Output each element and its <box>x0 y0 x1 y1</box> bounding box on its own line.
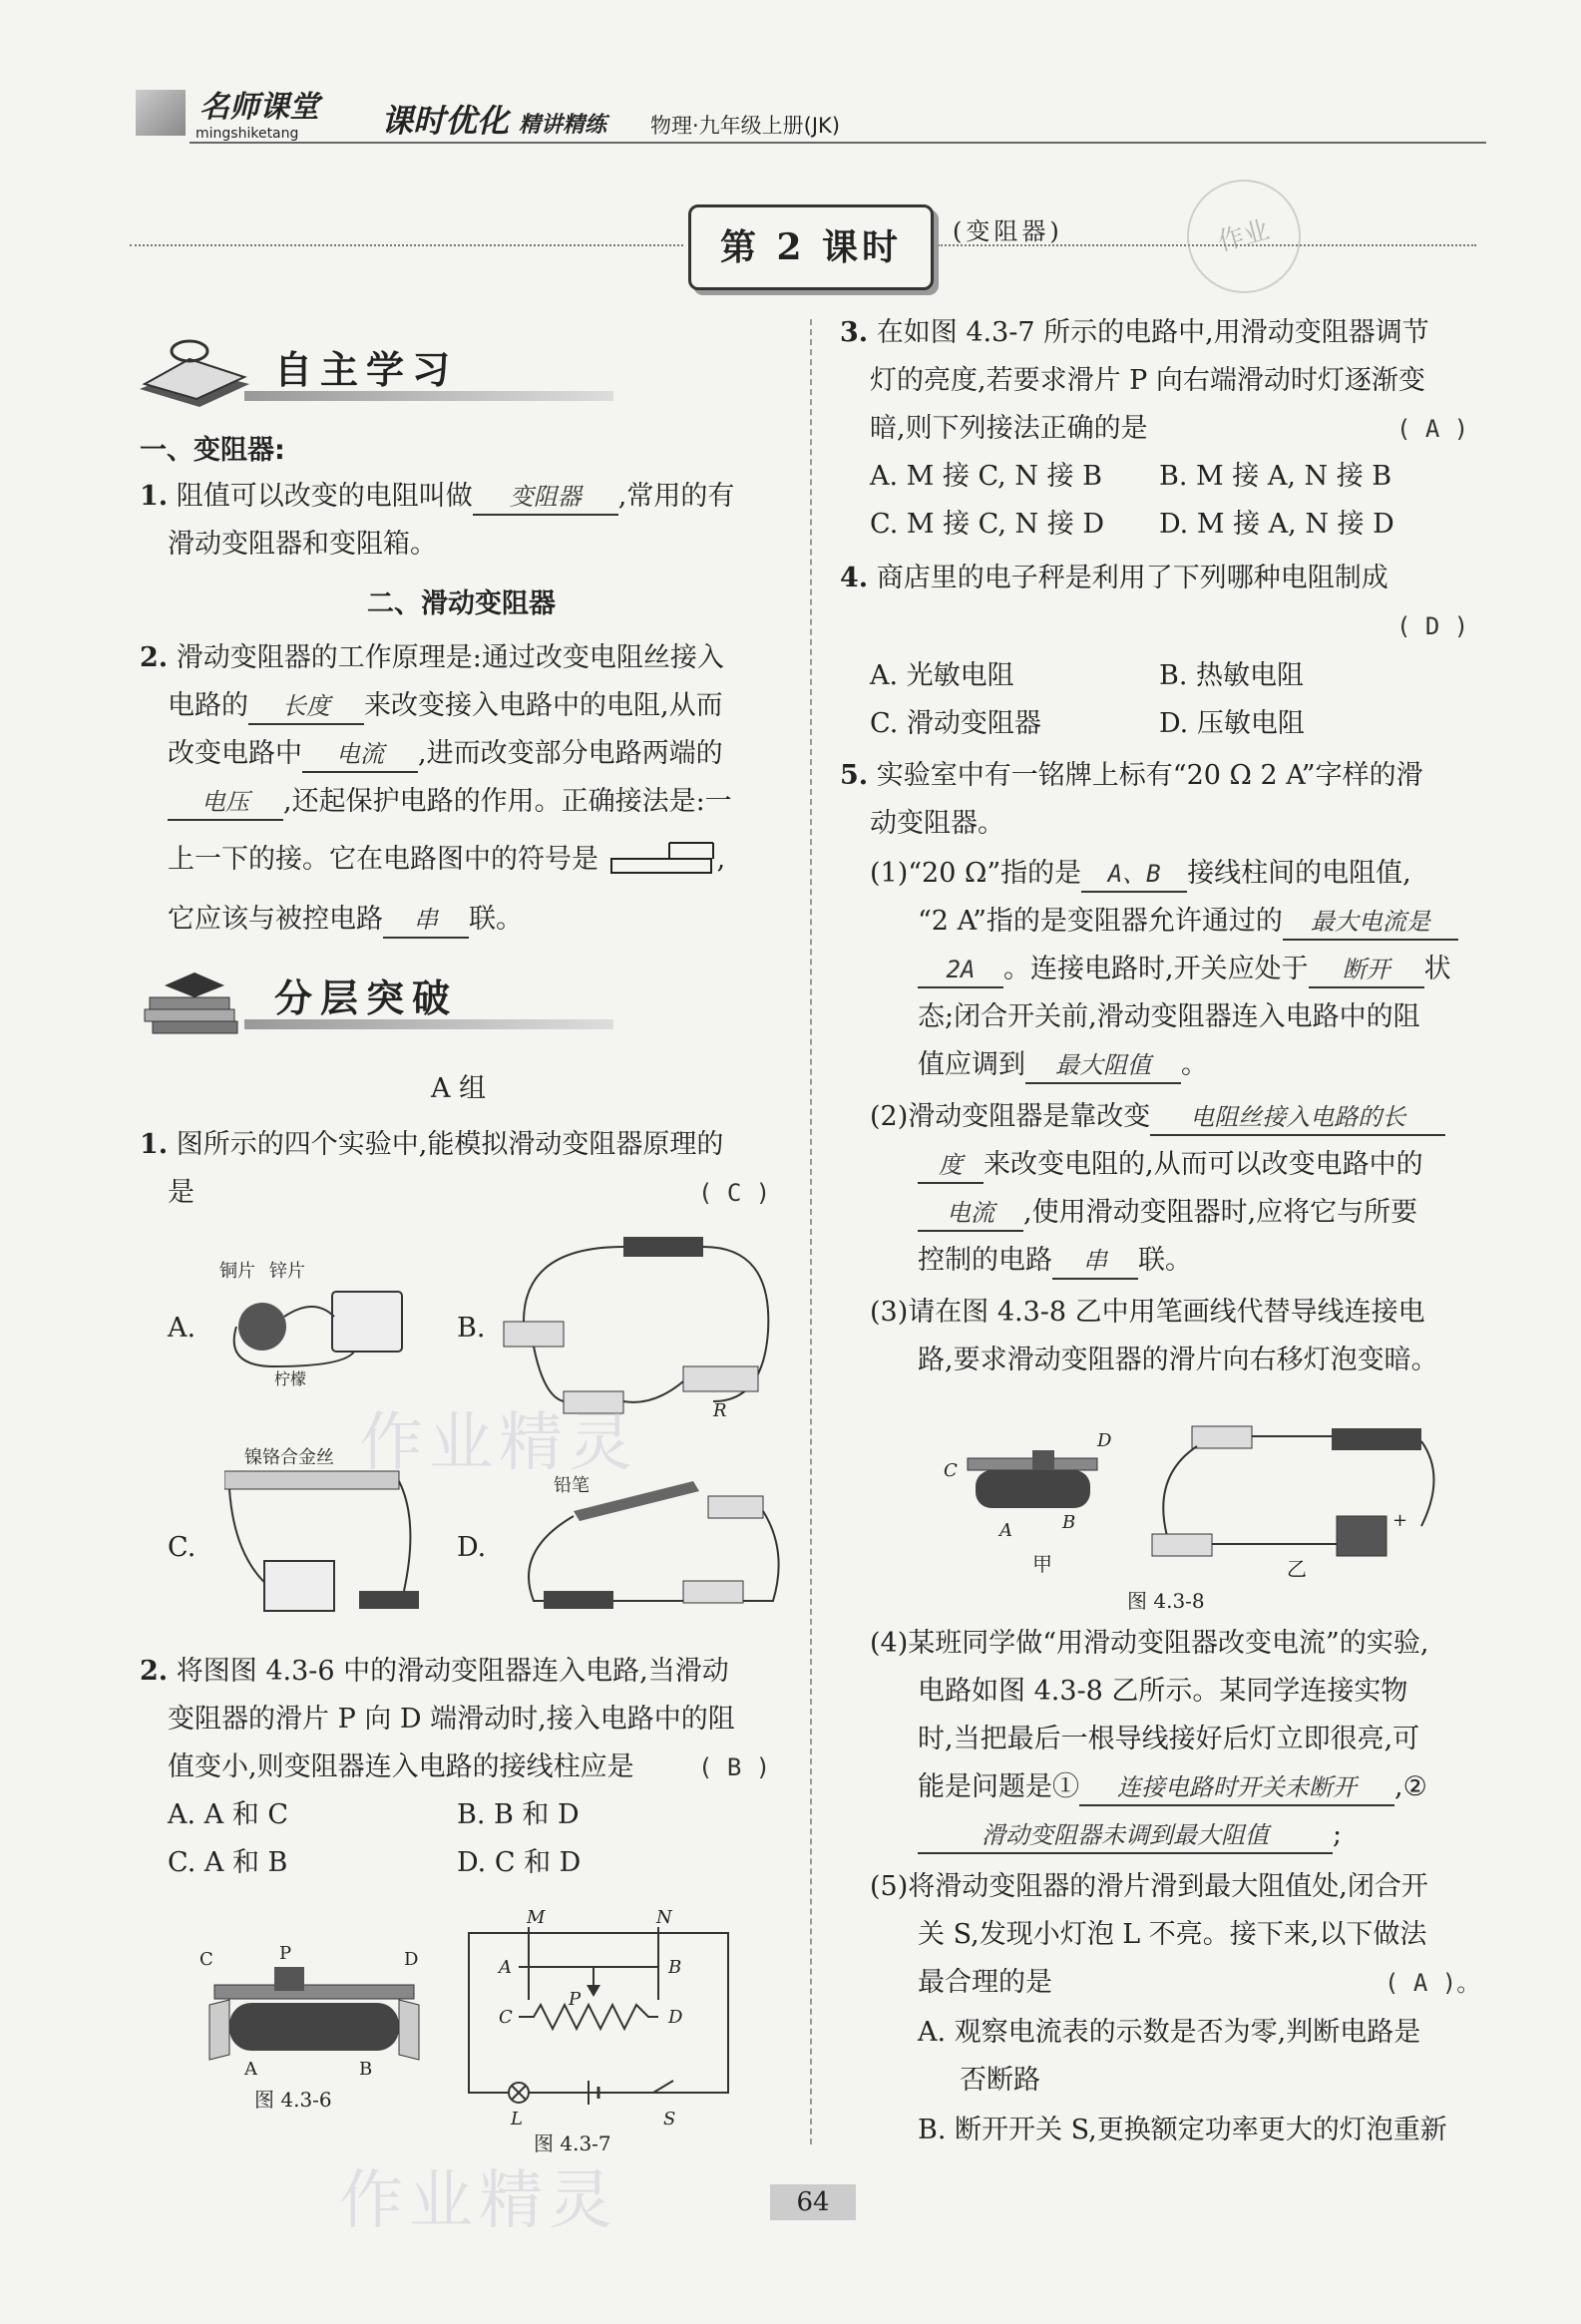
q5-p5-line2: 关 S,发现小灯泡 L 不亮。接下来,以下做法 <box>918 1919 1427 1950</box>
q5-p5-line3: 最合理的是 <box>918 1967 1052 1998</box>
fig437-c: C <box>499 2007 513 2028</box>
q5-p2-line3 <box>918 1189 1417 1237</box>
diagram-c-label: 镍铬合金丝 <box>244 1447 334 1468</box>
title-rule-left <box>130 244 683 246</box>
q5-p4-line1: (4)某班同学做“用滑动变阻器改变电流”的实验, <box>870 1628 1429 1659</box>
q5-line2: 动变阻器。 <box>870 808 1004 839</box>
q5-p4-line2: 电路如图 4.3-8 乙所示。某同学连接实物 <box>918 1676 1408 1707</box>
q5-p2-d: 控制的电路 <box>918 1245 1052 1276</box>
mq2-line2: 变阻器的滑片 P 向 D 端滑动时,接入电路中的阻 <box>168 1704 735 1735</box>
q3-opt-d: D. M 接 A, N 接 D <box>1159 509 1394 540</box>
section-banner-1 <box>135 329 613 409</box>
sub-heading-2: 二、滑动变阻器 <box>367 588 556 619</box>
lesson-title: 第 2 课时 <box>719 226 903 268</box>
fig436-b: B <box>359 2059 373 2080</box>
q5-p4-line5 <box>918 1811 1342 1859</box>
q5-p4-answer-1: 连接电路时开关未断开 <box>1079 1770 1394 1806</box>
q5-p4-d: 能是问题是① <box>918 1771 1079 1802</box>
figure-4-3-6 <box>195 1945 454 2115</box>
fig438-b: B <box>1062 1512 1076 1533</box>
rheostat-symbol <box>607 841 717 881</box>
brand-logo-box <box>136 90 186 136</box>
mq2-num: 2. <box>140 1656 169 1687</box>
q5-p5-answer: ( A )。 <box>1384 1969 1481 1997</box>
fig436-c: C <box>199 1949 213 1970</box>
fig438-c: C <box>944 1460 958 1481</box>
q2-line4b: ,还起保护电路的作用。正确接法是:一 <box>283 786 732 817</box>
q2-line3b: ,进而改变部分电路两端的 <box>418 738 723 769</box>
q5-p1-line2 <box>918 898 1458 946</box>
stamp-text: 作业 <box>1214 214 1273 258</box>
mq2-line1-text: 将图图 4.3-6 中的滑动变阻器连入电路,当滑动 <box>176 1656 729 1687</box>
fig437-p: P <box>569 1989 582 2010</box>
lesson-topic: (变阻器) <box>953 217 1063 245</box>
q5-p2-a: (2)滑动变阻器是靠改变 <box>870 1101 1151 1132</box>
q3-opt-a: A. M 接 C, N 接 B <box>870 461 1102 492</box>
q5-line1 <box>840 752 1423 800</box>
page-number: 64 <box>770 2184 856 2220</box>
column-divider <box>810 319 812 2144</box>
q3-num: 3. <box>840 317 869 348</box>
diagram-b-label-r: R <box>713 1400 727 1421</box>
diagram-a-label-1: 铜片 <box>219 1261 255 1282</box>
mq1-opt-d: D. <box>457 1532 487 1563</box>
lesson-title-box <box>688 204 934 290</box>
mq2-opt-c: C. A 和 B <box>168 1847 288 1878</box>
book-icon <box>135 329 254 409</box>
mq2-answer: ( B ) <box>698 1753 771 1781</box>
fig437-l: L <box>511 2109 523 2130</box>
mq1-opt-a: A. <box>168 1313 197 1344</box>
header <box>130 80 1486 150</box>
q4-answer: ( D ) <box>1396 612 1469 640</box>
q1-text-a: 阻值可以改变的电阻叫做 <box>176 481 473 512</box>
q5-p1-a: (1)“20 Ω”指的是 <box>870 858 1082 889</box>
figure-4-3-7 <box>459 1905 748 2154</box>
q5-p2-answer-1: 电阻丝接入电路的长 <box>1150 1100 1445 1136</box>
group-label: A 组 <box>431 1073 487 1104</box>
fig437-caption: 图 4.3-7 <box>534 2131 611 2154</box>
sub-heading-1: 一、变阻器: <box>140 435 285 466</box>
mq2-opt-a: A. A 和 C <box>168 1799 288 1830</box>
q4-line1-text: 商店里的电子秤是利用了下列哪种电阻制成 <box>876 563 1388 593</box>
q5-p1-h: 。 <box>1181 1049 1208 1080</box>
q5-p1-answer-4: 最大阻值 <box>1025 1048 1181 1084</box>
q5-line1-text: 实验室中有一铭牌上标有“20 Ω 2 A”字样的滑 <box>876 760 1423 791</box>
fig438-plus: + <box>1392 1510 1408 1531</box>
q3-opt-b: B. M 接 A, N 接 B <box>1159 461 1392 492</box>
q5-p1-g: 值应调到 <box>918 1049 1025 1080</box>
q4-opt-b: B. 热敏电阻 <box>1159 660 1305 691</box>
q5-p2-answer-2: 电流 <box>918 1196 1023 1232</box>
diagram-d-pencil <box>514 1461 783 1631</box>
q5-p2-answer-3: 串 <box>1052 1244 1138 1280</box>
q5-p1-line3 <box>918 946 1451 993</box>
q5-num: 5. <box>840 760 869 791</box>
subject: 物理·九年级上册(JK) <box>650 114 841 138</box>
fig437-m: M <box>527 1907 546 1928</box>
q5-p1-answer-2: 最大电流是 <box>1283 905 1458 941</box>
q1-line2: 滑动变阻器和变阻箱。 <box>168 529 437 560</box>
q5-p1-d: 。连接电路时,开关应处于 <box>1003 954 1309 984</box>
q3-line3: 暗,则下列接法正确的是 <box>870 413 1148 444</box>
q4-line1 <box>840 555 1388 602</box>
q1-num: 1. <box>140 481 169 512</box>
mq1-opt-c: C. <box>168 1532 197 1563</box>
mq1-line2: 是 <box>168 1177 195 1208</box>
mq2-line3: 值变小,则变阻器连入电路的接线柱应是 <box>168 1751 634 1782</box>
q2-line6a: 它应该与被控电路 <box>168 904 383 935</box>
q5-p3-line2: 路,要求滑动变阻器的滑片向右移灯泡变暗。 <box>918 1345 1438 1375</box>
books-icon <box>135 958 254 1037</box>
q5-p1-answer-3: 断开 <box>1309 953 1424 988</box>
fig438-caption: 图 4.3-8 <box>1127 1589 1205 1613</box>
series-name: 课时优化 <box>381 102 510 140</box>
q5-p2-e: 联。 <box>1138 1245 1192 1276</box>
fig437-a: A <box>499 1957 512 1978</box>
brand-pinyin: mingshiketang <box>196 126 299 142</box>
q2-answer-4: 串 <box>383 903 469 939</box>
q5-p4-f: ; <box>1333 1819 1343 1850</box>
q2-line5b: , <box>716 844 726 875</box>
diagram-a-label-2: 锌片 <box>269 1261 305 1282</box>
diagram-a-label-3: 柠檬 <box>274 1369 307 1386</box>
mq1-line1 <box>140 1121 723 1169</box>
q5-p1-line5 <box>918 1041 1208 1089</box>
fig437-n: N <box>656 1907 672 1928</box>
q5-p1-c: “2 A”指的是变阻器允许通过的 <box>918 906 1283 937</box>
q5-p4-e: ,② <box>1394 1771 1427 1802</box>
q5-p3-line1: (3)请在图 4.3-8 乙中用笔画线代替导线连接电 <box>870 1297 1425 1328</box>
q2-line1-text: 滑动变阻器的工作原理是:通过改变电阻丝接入 <box>176 642 724 673</box>
stamp <box>1174 167 1314 306</box>
fig438-a: A <box>999 1520 1012 1541</box>
q5-p2-line1 <box>870 1093 1445 1141</box>
q5-p1-answer-2b: 2A <box>918 953 1003 988</box>
q5-p1-e: 状 <box>1423 954 1451 984</box>
fig436-a: A <box>244 2059 257 2080</box>
diagram-d-label: 铅笔 <box>554 1475 590 1496</box>
q4-opt-a: A. 光敏电阻 <box>870 660 1014 691</box>
q2-line3a: 改变电路中 <box>168 738 302 769</box>
fig437-d: D <box>668 2007 683 2028</box>
q5-p5-line1: (5)将滑动变阻器的滑片滑到最大阻值处,闭合开 <box>870 1871 1428 1902</box>
q5-p5-opt-a-line2: 否断路 <box>960 2065 1040 2096</box>
q5-p2-line2 <box>918 1141 1423 1189</box>
q2-line4 <box>168 778 732 826</box>
q3-line1 <box>840 309 1429 357</box>
watermark-2: 作业精灵 <box>339 2164 618 2238</box>
fig437-s: S <box>663 2109 676 2130</box>
q4-num: 4. <box>840 563 869 593</box>
q2-answer-2: 电流 <box>302 737 418 773</box>
fig438-yi: 乙 <box>1287 1557 1307 1581</box>
q5-p5-opt-a-line1: A. 观察电流表的示数是否为零,判断电路是 <box>918 2017 1421 2048</box>
q1-line1 <box>140 473 734 521</box>
q2-answer-3: 电压 <box>168 785 283 821</box>
mq1-answer: ( C ) <box>698 1179 771 1207</box>
q5-p5-opt-b-line1: B. 断开开关 S,更换额定功率更大的灯泡重新 <box>918 2115 1447 2145</box>
q4-opt-d: D. 压敏电阻 <box>1159 708 1305 739</box>
q2-line1 <box>140 634 724 682</box>
q5-p1-answer-1: A、B <box>1081 857 1187 893</box>
q5-p1-b: 接线柱间的电阻值, <box>1187 858 1411 889</box>
q2-line2b: 来改变接入电路中的电阻,从而 <box>364 690 723 721</box>
q1-text-b: ,常用的有 <box>617 481 735 512</box>
fig437-b: B <box>668 1957 682 1978</box>
q2-answer-1: 长度 <box>248 689 364 725</box>
q2-line3 <box>168 730 723 778</box>
header-rule <box>190 142 1486 144</box>
q2-num: 2. <box>140 642 169 673</box>
section-banner-2 <box>135 958 613 1037</box>
watermark-1: 作业精灵 <box>359 1406 638 1480</box>
mq2-opt-b: B. B 和 D <box>457 1799 580 1830</box>
diagram-a-lemon-battery <box>214 1257 414 1386</box>
fig436-caption: 图 4.3-6 <box>254 2088 332 2112</box>
q5-p2-c: ,使用滑动变阻器时,应将它与所要 <box>1023 1197 1418 1228</box>
fig436-p: P <box>279 1945 292 1964</box>
q2-line2 <box>168 682 723 730</box>
q2-line5 <box>168 836 725 884</box>
q3-answer: ( A ) <box>1396 415 1469 443</box>
q5-p4-line4 <box>918 1763 1427 1811</box>
q5-p2-answer-1b: 度 <box>918 1148 984 1184</box>
q2-line6b: 联。 <box>469 904 523 935</box>
q2-line5a: 上一下的接。它在电路图中的符号是 <box>168 844 598 875</box>
q3-line2: 灯的亮度,若要求滑片 P 向右端滑动时灯逐渐变 <box>870 365 1425 396</box>
mq2-opt-d: D. C 和 D <box>457 1847 582 1878</box>
mq2-line1 <box>140 1648 729 1696</box>
q4-opt-c: C. 滑动变阻器 <box>870 708 1041 739</box>
q5-p4-line3: 时,当把最后一根导线接好后灯立即很亮,可 <box>918 1724 1420 1754</box>
q5-p1-line1 <box>870 850 1411 898</box>
figure-4-3-8 <box>928 1416 1486 1616</box>
q5-p2-b: 来改变电阻的,从而可以改变电路中的 <box>984 1149 1423 1180</box>
mq1-opt-b: B. <box>457 1313 486 1344</box>
q1-answer: 变阻器 <box>473 480 618 516</box>
fig438-d: D <box>1097 1430 1112 1451</box>
q5-p4-answer-2: 滑动变阻器未调到最大阻值 <box>918 1818 1333 1854</box>
q2-line2a: 电路的 <box>168 690 248 721</box>
fig438-jia: 甲 <box>1032 1552 1052 1576</box>
q2-line6 <box>168 896 523 944</box>
mq1-line1-text: 图所示的四个实验中,能模拟滑动变阻器原理的 <box>176 1129 724 1160</box>
brand-cn: 名师课堂 <box>199 90 319 125</box>
q5-p1-line4: 态;闭合开关前,滑动变阻器连入电路中的阻 <box>918 1001 1420 1032</box>
fig436-d: D <box>404 1949 419 1970</box>
q3-line1-text: 在如图 4.3-7 所示的电路中,用滑动变阻器调节 <box>876 317 1429 348</box>
q5-p2-line4 <box>918 1237 1192 1285</box>
section-title-2: 分层突破 <box>274 976 459 1020</box>
q3-opt-c: C. M 接 C, N 接 D <box>870 509 1104 540</box>
section-title-1: 自主学习 <box>274 348 459 392</box>
tagline: 精讲精练 <box>519 112 607 138</box>
mq1-num: 1. <box>140 1129 169 1160</box>
